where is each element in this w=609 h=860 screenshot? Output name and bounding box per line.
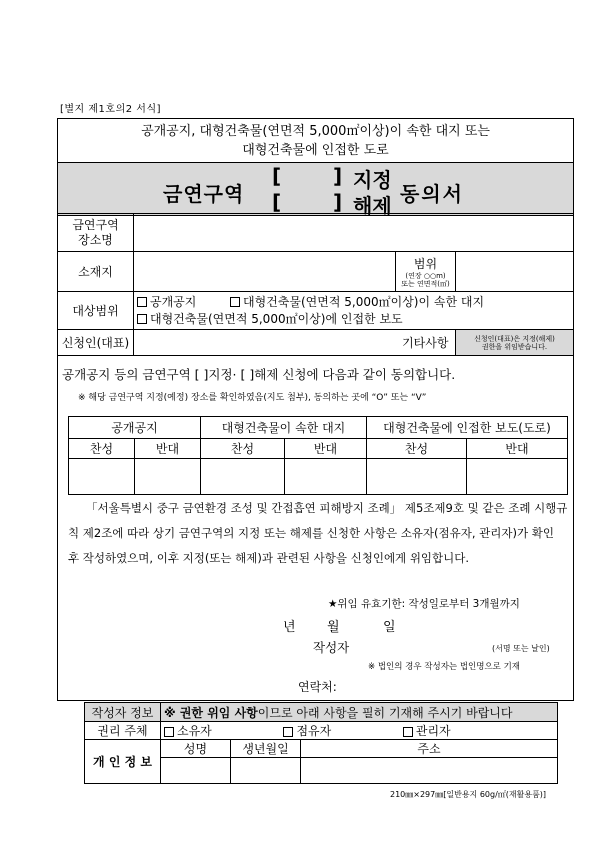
manager-label: 관리자 [415, 724, 451, 738]
corp-note: ※ 법인의 경우 작성자는 법인명으로 기재 [368, 662, 521, 672]
address-field[interactable] [301, 758, 558, 784]
scope-note-1: (연장 ○○m) [405, 272, 446, 280]
owner-checkbox[interactable] [164, 727, 174, 737]
form-label: [별지 제1호의2 서식] [60, 104, 162, 115]
paper-spec: 210㎜×297㎜[일반용지 60g/㎡(재활용품)] [390, 790, 547, 799]
sign-note: (서명 또는 날인) [492, 644, 550, 653]
info-table [57, 213, 574, 356]
target-checkbox-3[interactable] [137, 314, 147, 324]
rights-options [161, 722, 558, 740]
consent-statement: 공개공지 등의 금연구역 [ ]지정· [ ]해제 신청에 다음과 같이 동의합니다. [62, 367, 456, 382]
rights-label: 권리 주체 [85, 722, 161, 740]
target-option-3: 대형건축물(연면적 5,000㎡이상)에 인접한 보도 [150, 311, 403, 326]
name-field[interactable] [161, 758, 231, 784]
group-3-agree-header: 찬성 [367, 439, 467, 459]
scope-label: 범위 [413, 257, 438, 271]
group-3-disagree-header: 반대 [467, 439, 568, 459]
group-2-agree-cell[interactable] [201, 459, 285, 495]
scope-field[interactable] [456, 252, 574, 292]
address-header: 주소 [301, 740, 558, 758]
other-note-2: 권한을 위임받습니다. [481, 342, 548, 351]
author-info-note-rest: 이므로 아래 사항을 필히 기재해 주시기 바랍니다 [257, 705, 513, 720]
title-bracket-open-1: [ [272, 164, 282, 188]
consent-group-3: 대형건축물에 인접한 보도(도로) [367, 417, 568, 439]
birth-field[interactable] [231, 758, 301, 784]
date-year: 년 [283, 620, 296, 635]
scope-label-cell [396, 252, 456, 292]
target-option-2: 대형건축물(연면적 5,000㎡이상)이 속한 대지 [243, 294, 485, 309]
group-3-disagree-cell[interactable] [467, 459, 568, 495]
target-row-1 [137, 294, 570, 311]
title-main: 금연구역 [163, 182, 245, 206]
target-row-2 [137, 311, 570, 328]
group-1-agree-cell[interactable] [69, 459, 135, 495]
birth-header: 생년월일 [231, 740, 301, 758]
consent-table [68, 416, 568, 495]
author-info-note [161, 703, 558, 722]
date-month: 월 [327, 620, 340, 635]
title-option-designate: 지정 [353, 168, 392, 192]
delegation-paragraph: 「서울특별시 중구 금연환경 조성 및 간접흡연 피해방지 조례」 제5조제9호 및 같은 조례 시행규칙 제2조에 따라 상기 금연구역의 지정 또는 해제를 신청한 사항은 소유자(점유자, 관리자)가 확인 후 작성하였으며, 이후 지정(또는 해제)과 관련된 사항을 신청인에게 위임합니다. [68, 501, 568, 565]
group-1-agree-header: 찬성 [69, 439, 135, 459]
title-option-release: 해제 [353, 194, 392, 218]
target-option-1: 공개공지 [150, 294, 197, 309]
target-checkbox-1[interactable] [137, 297, 147, 307]
owner-label: 소유자 [177, 724, 212, 738]
personal-info-label: 개 인 정 보 [85, 740, 161, 784]
group-1-disagree-cell[interactable] [135, 459, 201, 495]
author-info-note-bold: ※ 권한 위임 사항 [164, 705, 258, 720]
title-suffix: 동의서 [400, 182, 464, 206]
name-header: 성명 [161, 740, 231, 758]
group-2-disagree-cell[interactable] [285, 459, 367, 495]
scope-note-2: 또는 연면적(㎡) [401, 280, 450, 288]
target-label: 대상범위 [58, 292, 134, 330]
zone-name-field[interactable] [134, 214, 574, 252]
author-info-table [84, 702, 558, 784]
author-info-label: 작성자 정보 [85, 703, 161, 722]
title-bracket-open-2: [ [272, 190, 282, 214]
date-day: 일 [383, 620, 396, 635]
location-label: 소재지 [58, 252, 134, 292]
form-header [57, 118, 574, 160]
consent-group-2: 대형건축물이 속한 대지 [201, 417, 367, 439]
target-options [134, 292, 574, 330]
occupant-label: 점유자 [296, 724, 332, 738]
group-2-disagree-header: 반대 [285, 439, 367, 459]
other-note-cell [456, 330, 574, 356]
author-label: 작성자 [313, 640, 350, 655]
header-line-1: 공개공지, 대형건축물(연면적 5,000㎡이상)이 속한 대지 또는 [141, 124, 490, 139]
validity-note: ★위임 유효기한: 작성일로부터 3개월까지 [328, 598, 520, 610]
title-band [58, 162, 573, 216]
header-line-2: 대형건축물에 인접한 도로 [242, 143, 389, 158]
zone-name-label-2: 장소명 [78, 232, 113, 247]
zone-name-label-1: 금연구역 [72, 217, 119, 232]
title-bracket-close-2: ] [333, 190, 343, 214]
consent-instruction: ※ 해당 금연구역 지정(예정) 장소를 확인하였음(지도 첨부), 동의하는 곳에 “O” 또는 “V” [78, 393, 427, 403]
group-2-agree-header: 찬성 [201, 439, 285, 459]
group-3-agree-cell[interactable] [367, 459, 467, 495]
applicant-label: 신청인(대표) [58, 330, 134, 356]
consent-group-1: 공개공지 [69, 417, 201, 439]
group-1-disagree-header: 반대 [135, 439, 201, 459]
title-bracket-close-1: ] [333, 164, 343, 188]
applicant-field[interactable] [134, 330, 396, 356]
manager-checkbox[interactable] [403, 727, 413, 737]
zone-name-label [58, 214, 134, 252]
location-field[interactable] [134, 252, 396, 292]
contact-label: 연락처: [298, 680, 337, 694]
target-checkbox-2[interactable] [230, 297, 240, 307]
other-note-1: 신청인(대표)은 지정(해제) [474, 334, 555, 343]
other-label: 기타사항 [396, 330, 456, 356]
occupant-checkbox[interactable] [283, 727, 293, 737]
